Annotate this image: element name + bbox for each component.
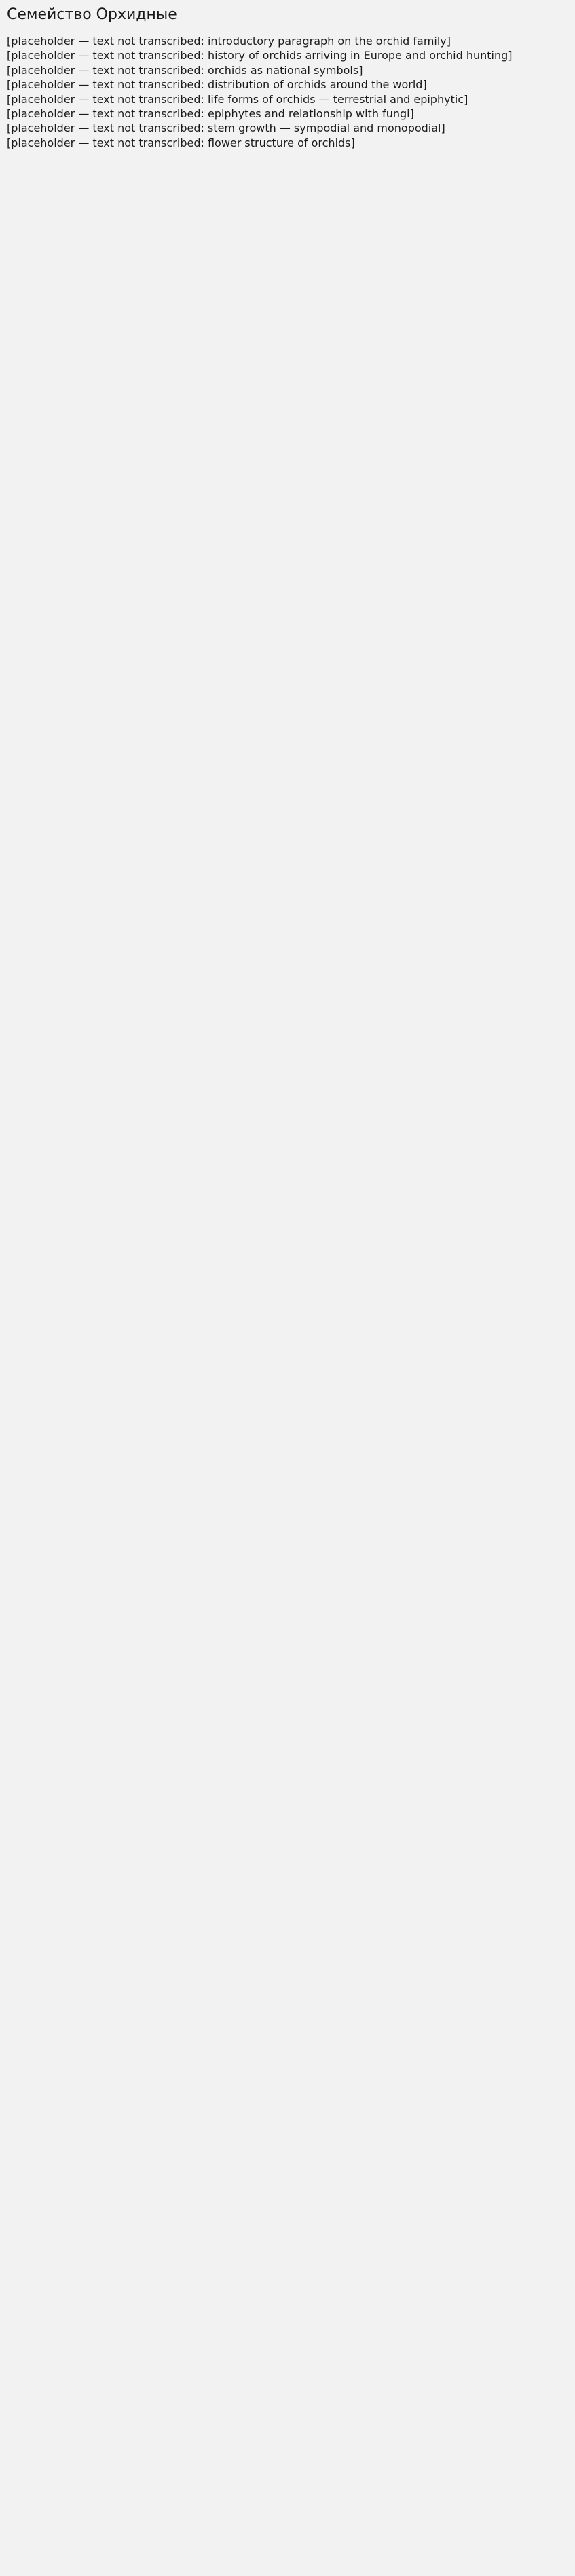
paragraph-intro: [placeholder — text not transcribed: introductory paragraph on the orchid family] — [7, 35, 451, 48]
paragraph-history: [placeholder — text not transcribed: history of orchids arriving in Europe and orchid hunting] — [7, 49, 513, 62]
paragraph-stems: [placeholder — text not transcribed: stem growth — sympodial and monopodial] — [7, 121, 445, 135]
page-title: Семейство Орхидные — [7, 6, 177, 23]
paragraph-epiphytes: [placeholder — text not transcribed: epiphytes and relationship with fungi] — [7, 107, 414, 121]
article-body — [7, 34, 567, 150]
paragraph-flower: [placeholder — text not transcribed: flower structure of orchids] — [7, 136, 355, 149]
paragraph-life-forms: [placeholder — text not transcribed: life forms of orchids — terrestrial and epiphytic] — [7, 92, 468, 106]
paragraph-symbols: [placeholder — text not transcribed: orchids as national symbols] — [7, 63, 363, 77]
article — [0, 0, 575, 150]
paragraph-distribution: [placeholder — text not transcribed: distribution of orchids around the world] — [7, 78, 427, 92]
